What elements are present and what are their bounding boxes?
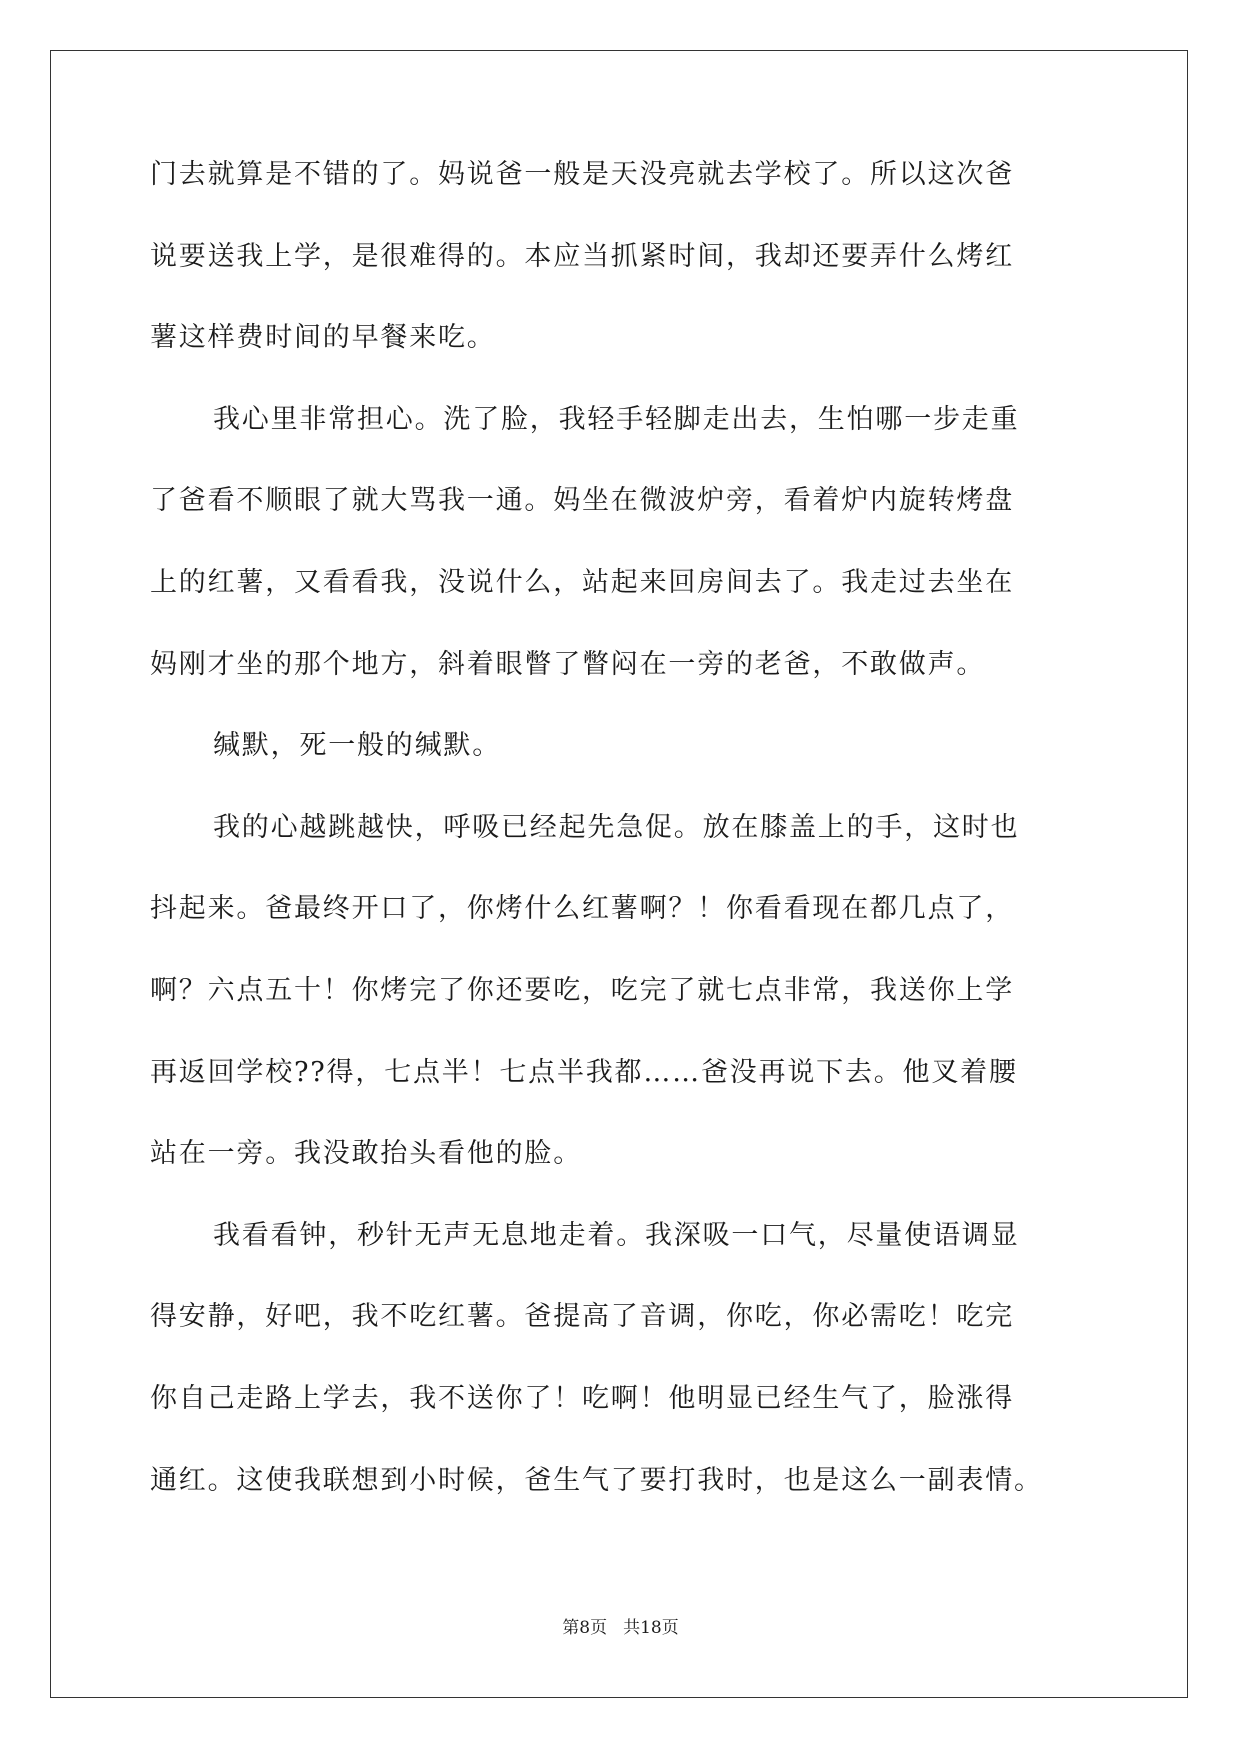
paragraph-start-line: 我心里非常担心。洗了脸，我轻手轻脚走出去，生怕哪一步走重: [213, 403, 1020, 435]
text-line: 上的红薯，又看看我，没说什么，站起来回房间去了。我走过去坐在: [150, 566, 1014, 598]
text-line: 抖起来。爸最终开口了，你烤什么红薯啊？！你看看现在都几点了，: [150, 893, 1014, 925]
paragraph-start-line: 我看看钟，秒针无声无息地走着。我深吸一口气，尽量使语调显: [213, 1219, 1020, 1251]
paragraph-start-line: 缄默，死一般的缄默。: [213, 730, 501, 762]
text-line: 得安静，好吧，我不吃红薯。爸提高了音调，你吃，你必需吃！吃完: [150, 1301, 1014, 1333]
text-line: 通红。这使我联想到小时候，爸生气了要打我时，也是这么一副表情。: [150, 1464, 1043, 1496]
text-line: 站在一旁。我没敢抬头看他的脸。: [150, 1138, 582, 1170]
text-line: 说要送我上学，是很难得的。本应当抓紧时间，我却还要弄什么烤红: [150, 240, 1014, 272]
text-line: 啊？六点五十！你烤完了你还要吃，吃完了就七点非常，我送你上学: [150, 974, 1014, 1006]
text-line: 再返回学校??得，七点半！七点半我都……爸没再说下去。他叉着腰: [150, 1056, 1018, 1088]
text-line: 你自己走路上学去，我不送你了！吃啊！他明显已经生气了，脸涨得: [150, 1382, 1014, 1414]
text-line: 了爸看不顺眼了就大骂我一通。妈坐在微波炉旁，看着炉内旋转烤盘: [150, 485, 1014, 517]
text-line: 薯这样费时间的早餐来吃。: [150, 322, 496, 354]
paragraph-start-line: 我的心越跳越快，呼吸已经起先急促。放在膝盖上的手，这时也: [213, 811, 1020, 843]
text-line: 妈刚才坐的那个地方，斜着眼瞥了瞥闷在一旁的老爸，不敢做声。: [150, 648, 986, 680]
document-body: [150, 160, 1090, 1547]
text-line: 门去就算是不错的了。妈说爸一般是天没亮就去学校了。所以这次爸: [150, 159, 1014, 190]
page-total: 共18页: [623, 1618, 679, 1638]
page-number: 第8页: [562, 1618, 608, 1638]
page-footer: [0, 1613, 1241, 1638]
